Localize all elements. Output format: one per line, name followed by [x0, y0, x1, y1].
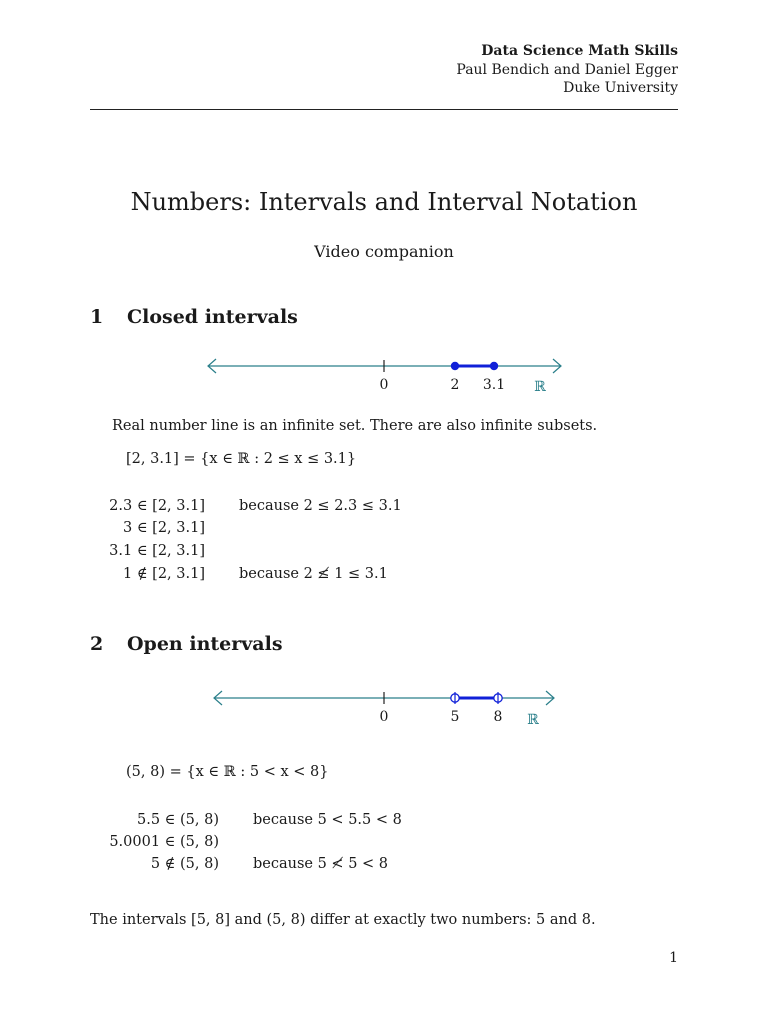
example-membership: 2.3 ∈ [2, 3.1]: [109, 498, 205, 514]
tick-label: 8: [493, 709, 503, 725]
intro-text: Real number line is an infinite set. There are also infinite subsets.: [112, 418, 598, 434]
tick-label: 5: [450, 709, 460, 725]
example-membership: 3 ∈ [2, 3.1]: [123, 520, 205, 536]
example-row: [90, 543, 205, 561]
example-reason: because 5 ≮ 5 < 8: [253, 856, 389, 872]
tick-label: 2: [450, 377, 460, 393]
example-reason: because 5 < 5.5 < 8: [253, 812, 402, 828]
example-row: [90, 856, 219, 874]
example-membership: 5.5 ∈ (5, 8): [137, 812, 219, 828]
example-row: [90, 498, 205, 516]
document-title: Numbers: Intervals and Interval Notation: [130, 188, 638, 216]
section-title: Open intervals: [127, 633, 283, 655]
example-row: [90, 520, 205, 538]
example-row: [90, 834, 219, 852]
authors: Paul Bendich and Daniel Egger: [456, 62, 678, 78]
closed-endpoint-right: [490, 362, 498, 370]
number-line-open: [0, 677, 768, 737]
reals-label: ℝ: [534, 379, 546, 395]
course-name: Data Science Math Skills: [481, 43, 678, 59]
section-title: Closed intervals: [127, 306, 298, 328]
tick-label: 0: [379, 709, 389, 725]
number-line-closed: [0, 345, 768, 405]
reals-label: ℝ: [527, 712, 539, 728]
university: Duke University: [563, 80, 678, 96]
section-number: 1: [90, 306, 104, 328]
closed-endpoint-left: [451, 362, 459, 370]
page-number: 1: [669, 950, 678, 966]
example-reason: because 2 ≰ 1 ≤ 3.1: [239, 566, 388, 582]
example-reason: because 2 ≤ 2.3 ≤ 3.1: [239, 498, 402, 514]
header-rule: [90, 109, 678, 110]
tick-label: 3.1: [482, 377, 506, 393]
example-membership: 3.1 ∈ [2, 3.1]: [109, 543, 205, 559]
closed-interval-definition: [2, 3.1] = {x ∈ ℝ : 2 ≤ x ≤ 3.1}: [126, 451, 357, 467]
open-interval-definition: (5, 8) = {x ∈ ℝ : 5 < x < 8}: [126, 764, 329, 780]
tick-label: 0: [379, 377, 389, 393]
example-membership: 5.0001 ∈ (5, 8): [109, 834, 219, 850]
conclusion-text: The intervals [5, 8] and (5, 8) differ at exactly two numbers: 5 and 8.: [90, 912, 596, 928]
example-membership: 1 ∉ [2, 3.1]: [123, 566, 205, 582]
section-number: 2: [90, 633, 104, 655]
example-row: [90, 566, 205, 584]
example-row: [90, 812, 219, 830]
example-membership: 5 ∉ (5, 8): [150, 856, 219, 872]
document-subtitle: Video companion: [314, 242, 454, 261]
